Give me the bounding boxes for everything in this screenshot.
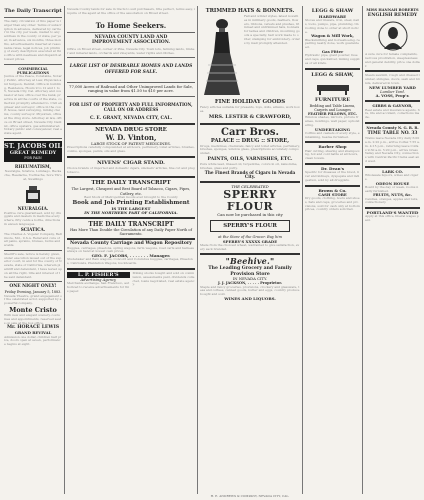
roberts-sub: ENGLISH REMEDY <box>367 13 418 19</box>
text-block: Best Stock of Metropolitan Goods ever brought to the County <box>84 194 178 199</box>
sperry-title: SPERRY FLOUR <box>223 188 277 214</box>
lark-title: LARK CO. <box>382 168 403 174</box>
furniture-illustration <box>313 81 353 95</box>
proprietor-line: J. J. JACKSON, . . . . . Proprietor. <box>217 281 283 286</box>
text-block: Stoves and tinware, iron, steel, nails, tools, pumps, pipe, plumbing, tin roofing done to order at short notice. <box>305 18 360 34</box>
text-block: Office on Broad street, corner of Pine, Nevada City. Town lots, farming lands, timber and mineral lands, orchards and vineyards, water rights and ditches. <box>67 46 195 55</box>
text-block: The Charles A. Vogeler Company, Baltimore, Md., U.S.A. Relief and cure of all pains, sprains, bruises, burns and scalds. <box>4 231 62 248</box>
text-block: Nevada Theatre, grand engagement of the celebrated actor, supported by a powerful company. <box>4 293 62 306</box>
text-block: Nevada County lands for sale in tracts to suit purchasers, title perfect, terms easy, inquire of the agent at the office of the association on Broad street. <box>67 8 195 15</box>
list-heading: LARGE LIST OF DESIRABLE HOMES AND LANDS OFFERED FOR SALE. <box>69 64 193 75</box>
text-block: Board by the day or week, rooms neatly furnished. <box>365 184 419 193</box>
bottle-illustration <box>18 184 48 204</box>
cigar-stand-title: NIVENS' CIGAR STAND. <box>97 159 165 166</box>
actor-sub: GRAND REVIVAL <box>14 330 52 336</box>
ad-heading: SCIATICA. <box>20 226 46 232</box>
drug-store-sub: LARGE STOCK OF PATENT MEDICINES. <box>91 141 171 146</box>
store-line: at the Store of the Grocer. Buy him <box>218 235 282 240</box>
text-block: Hair cutting, shaving and shampooing, hot and cold baths at all hours, clean towels. <box>305 148 360 161</box>
column-5 <box>365 8 420 490</box>
fruits-title: FRUITS, NUTS, &c. <box>373 193 412 198</box>
text-block: Coffins and caskets of every style, embalming, hearse furnished. <box>305 130 360 139</box>
sperry-sub: Can now be purchased in this city <box>217 212 283 218</box>
text-block: Fancy articles suitable for presents, toys, dolls, albums, work boxes. <box>200 105 300 113</box>
text-block: Hydraulic pipe, giant powder, fuse and caps, quicksilver, mining supplies of all kinds. <box>305 53 360 65</box>
wagon-title: Wagon & Mill Work, <box>311 33 354 39</box>
railroad-title: Nevada County N. G. R. R. <box>366 125 419 130</box>
text-block: Real estate and insurance agents, fire, life and accident, collections made. <box>365 107 420 120</box>
text-block: Admission one dollar, children half price, doors open at seven, performance begins at eight. <box>4 334 62 347</box>
celebrated-text: THE CELEBRATED <box>231 183 269 189</box>
sperry-box <box>210 220 290 232</box>
drug-store-owner: W. D. Vinton, <box>105 133 157 142</box>
ad-items: Neuralgia, Sciatica, Lumbago, Backache, Headache, Toothache, Sore Throat, Swellings <box>4 169 62 181</box>
carriage-title: Nevada County Carriage and Wagon Repository <box>70 241 192 247</box>
info-text: FOR LIST OF PROPERTY AND FULL INFORMATION, CALL ON OR ADDRESS <box>69 101 193 113</box>
text-block: Merchants exchange, San Francisco, authorized to receive advertisements for this paper. <box>67 281 130 293</box>
legg-sub: HARDWARE <box>318 14 347 19</box>
text-block: Sheriff's sale, notice is hereby given, under execution issued out of the superior court, in and for the county of Nevada, state of California, wherein plaintiff and defendant, I have levied upon all the right, title and interest of the said defendant. <box>4 251 62 279</box>
text-block: Wholesale liquors, wines and cigars. <box>365 172 419 181</box>
holiday-title: FINE HOLIDAY GOODS <box>214 99 286 105</box>
odeon-title: ODEON HOUSE <box>375 180 410 186</box>
masthead-title: The Daily Transcript <box>4 8 62 14</box>
text-block: Drugs, medicines, chemicals, fancy and toilet articles, perfumery, brushes, sponges, window glass, prescriptions accurately compounded. <box>200 143 300 156</box>
actor-name: Mr. HORACE LEWIS <box>6 325 60 331</box>
section-heading: COMMERCIAL PUBLICATIONS <box>17 66 49 75</box>
city-line: IN NEVADA CITY. <box>232 276 268 282</box>
text-block: Studebaker and Bain wagons, Concord and Columbus buggies, carriages, Phaetons, Cabriolets, Plantation Wagons, buckboards. <box>67 257 193 266</box>
timetable-title: TIME TABLE NO. 33 <box>367 131 418 137</box>
legg2-title: LEGG & SHAW, <box>311 71 354 78</box>
manager-line: GEO. F. JACOBS, . . . . . . . Manager. <box>91 253 171 259</box>
lumber-title: NEW LUMBER YARD <box>369 84 416 90</box>
lady-illustration <box>200 15 244 99</box>
text-block: Apply at this office, liberal wages paid. <box>365 214 419 223</box>
drug-store-title: NEVADA DRUG STORE <box>95 127 167 133</box>
text-block: Justice of the Peace, Constable, Notary Public, Attorney at Law, Physician and Surgeon, Dentist, Office in building, Residence, Hours 9 to 12 and 1 to 5, Nevada City, Cal. Attorney and counselor at law, office over the bank, practice in all the courts of the state, collection promptly attended to. Civil engineer and surveyor, office in the court house, land surveying, mining claims, county surveyor. Physician, office at the drug store. Attorney at law, office on Broad street, Nevada City. Dentist, office upstairs, gas administered. Notary public and conveyancer, real estate agent. <box>4 74 62 136</box>
ad-title: ST. JACOBS OIL <box>4 141 62 150</box>
text-block: Prescriptions carefully compounded at all hours, perfumery, toilet articles, brushes, combs, sponges, paints, oils and glass. <box>67 145 195 153</box>
text-block: Staple and fancy groceries, provisions, crockery and glassware, teas and coffees, canned goods, butter and eggs, country produce bought and sold. <box>200 284 300 297</box>
paper-title: THE DAILY TRANSCRIPT <box>91 180 171 187</box>
text-block: Positive cure guaranteed, sold by druggists and dealers in medicine everywhere, fifty cents a bottle, directions in eleven languages. <box>4 210 61 226</box>
print-title: Book and Job Printing Establishment <box>72 199 190 206</box>
association-name: NEVADA COUNTY LAND AND IMPROVEMENT ASSOCIATION. <box>92 35 170 46</box>
sperry-boxed: SPERRY'S FLOUR <box>223 223 277 230</box>
acres-text: 77,000 Acres of Railroad and Other Unimproved Lands for Sale, ranging in value from $1.50 to $10 per acre. <box>69 83 193 94</box>
legg-title: LEGG & SHAW <box>311 8 354 14</box>
wines-title: WINES AND LIQUORS. <box>224 296 276 301</box>
print-sub: IS THE LARGEST <box>111 205 151 211</box>
carr-title: Carr Bros. <box>221 126 279 138</box>
home-seekers-title: To Home Seekers. <box>95 21 167 30</box>
footer-line: H. E. ANDREWS & COMPANY, NEVADA CITY, CAL. <box>210 494 290 498</box>
barber-title: Barber Shop <box>318 144 347 150</box>
bedding-text: Bedding and Table Linens, Carpets and Lounges <box>309 103 356 112</box>
lumber-sub: Lumber Yard. <box>380 89 405 94</box>
text-block: Specific for diseases of the blood, liver and kidneys, dyspepsia and indigestion, sold by all druggists. <box>305 170 360 182</box>
feather-text: FEATHER PILLOWS, ETC. <box>307 111 358 116</box>
text-block: Window shades, mirrors, picture frames, moldings, wall paper, upholstering. <box>305 115 360 127</box>
beehive-title: "Beehive." <box>225 256 275 267</box>
text-block: Fall and winter styles, latest novelties in millinery goods, feathers, flowers, ribbons, velvets and plushes, trimmed and untrimmed hats, bonnets for ladies and children, mourning goods a specialty, hair work made to order, stamping for embroidery, orders by mail promptly attended. <box>244 14 300 45</box>
furniture-title: FURNITURE <box>314 96 351 103</box>
text-block: A sure cure for female complaints, nervous prostration, sleeplessness and general debility, price one dollar. <box>365 52 420 68</box>
brown-title: Brown & Co. <box>318 187 347 193</box>
doctor-title: Dr. Dean's <box>321 165 344 171</box>
address-text: C. E. GRANT, NEVADA CITY, CAL. <box>89 115 173 121</box>
column-1 <box>4 8 62 490</box>
undertaking-title: UNDERTAKING <box>314 126 351 132</box>
text-block: The daily circulation of this paper is larger than any other. Terms of subscription in advance, delivered by carrier in the city, per week, mailed to any address in the county or state, per year, in advance, six months, three months, advertisements inserted at reasonable rates, legal notices, job printing of every description executed at this office with neatness and dispatch at lowest prices. <box>4 19 62 61</box>
fisher-title: L. P. FISHER'S <box>67 272 130 278</box>
ad-line: FOR PAIN <box>24 155 42 160</box>
text-block: Made from the choicest wheat, warranted to give satisfaction, every sack branded. <box>200 242 300 251</box>
hats-title: TRIMMED HATS & BONNETS. <box>205 8 295 14</box>
st-jacobs-ad <box>4 141 62 162</box>
text-block: Trains leave Nevada City daily 6:00 a.m. 2:20 p.m., arrive Colfax 7:55 a.m. 4:15 p.m., returning leave Colfax 9:30 a.m. 5:20 p.m., arrive Grass Valley and Nevada City, connections with Central Pacific trains east and west. <box>365 136 420 163</box>
play-title: Monte Cristo <box>9 306 57 315</box>
voss-line: A. VOSS, Prop'r. <box>375 93 410 99</box>
event-date: Friday Evening, January 5, 1883. <box>4 290 62 295</box>
ad-subtitle: GREAT REMEDY <box>9 149 57 156</box>
column-4 <box>305 8 360 490</box>
text-block: Blacksmithing and horseshoeing, repairing neatly done, work guaranteed. <box>305 37 360 50</box>
palace-title: PALACE :: DRUG :: STORE, <box>210 137 290 144</box>
daily-sub: Has More Than Double the Circulation of any Daily Paper North of Sacramento. <box>70 228 192 237</box>
daily-title: THE DAILY TRANSCRIPT <box>88 221 174 228</box>
portrait-illustration <box>376 21 410 51</box>
column-3 <box>200 8 300 490</box>
print-area: IN THE NORTHERN PART OF CALIFORNIA. <box>84 209 178 215</box>
ad-heading: RHEUMATISM, <box>14 164 52 170</box>
lester-title: MRS. LESTER & CRAWFORD, <box>208 113 292 120</box>
text-block: Pure white lead, linseed oil, turpentine, colors in oil, kalsomine, brushes, glass and putty. <box>200 161 298 170</box>
cigars-title: The Finest Brands of Cigars in Nevada City. <box>204 169 296 179</box>
text-block: Steam sawmill, rough and dressed lumber, shingles, doors, sash and blinds, delivered in town. <box>365 73 420 85</box>
grocery-title: The Leading Grocery and Family Provision Store <box>208 266 292 277</box>
text-block: Candies, oranges, apples and nuts, confectionery. <box>365 196 419 205</box>
gibbs-title: GIBBS & GAYNOR, <box>372 103 413 109</box>
paper-sub: The Largest, Cheapest and Best Board of Tobacco, Cigars, Pipes, Cutlery, etc. <box>71 187 191 196</box>
paints-title: PAINTS, OILS, VARNISHES, ETC. <box>207 156 293 162</box>
sperry-grade: SPERRY'S XXXXX GRADE <box>222 238 278 244</box>
text-block: Dry goods, clothing, boots and shoes, hats and caps, groceries and provisions, sold for cash only at bottom prices, country orders solicited. <box>305 195 360 212</box>
event-heading: ONE NIGHT ONLY! <box>9 284 57 290</box>
fisher-sub: Advertising Agency <box>80 278 116 283</box>
text-block: Buggies, carriages, phaetons, spring wagons, farm wagons, road carts and harness always on hand at lowest cash prices. <box>67 245 194 254</box>
text-block: With new and elegant scenery, costumes and appointments, reserved seats on sale at the box office. <box>4 313 62 325</box>
pipe-title: Gas Fitter <box>321 48 344 54</box>
roberts-title: MISS HANNAH ROBERTS <box>366 8 419 12</box>
cash-title: CASH STORE <box>318 191 347 197</box>
portland-title: PORTLAND'S WANTED <box>366 210 419 216</box>
column-2 <box>67 8 195 490</box>
bottom-ads <box>67 272 195 294</box>
text-block: Mining stocks bought and sold on commission, assessments paid, dividends collected, loans negotiated, real estate agency. <box>132 271 195 287</box>
text-block: Choice brands of imported and domestic cigars, smokers' articles, fine cut and plug tobacco. <box>67 165 195 174</box>
ad-heading: NEURALGIA. <box>17 205 49 211</box>
